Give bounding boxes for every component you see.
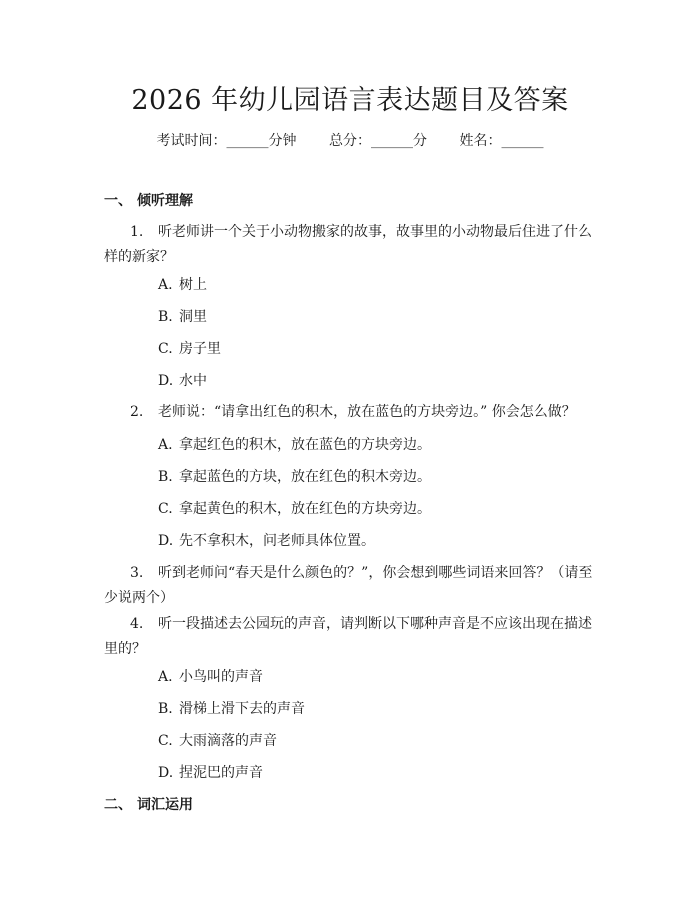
answer-option: [158, 307, 207, 327]
question-text: 听一段描述去公园玩的声音，请判断以下哪种声音是不应该出现在描述里的？: [104, 616, 592, 657]
exam-time: 考试时间：______分钟: [156, 133, 297, 149]
option-letter: B.: [158, 309, 173, 325]
student-name: 姓名：______: [459, 133, 544, 149]
question-number: 4.: [130, 616, 144, 632]
page-title: 2026 年幼儿园语言表达题目及答案: [131, 85, 569, 116]
answer-option: [158, 667, 263, 687]
section-title: 词汇运用: [137, 797, 193, 813]
option-letter: A.: [158, 277, 173, 293]
question-text: 听到老师问“春天是什么颜色的？”，你会想到哪些词语来回答？（请至少说两个）: [104, 565, 593, 606]
section-heading: [104, 191, 193, 211]
option-text: 水中: [179, 373, 207, 389]
section-heading: [104, 795, 193, 815]
option-letter: C.: [158, 733, 173, 749]
option-letter: B.: [158, 469, 173, 485]
option-letter: D.: [158, 533, 174, 549]
answer-option: [158, 699, 305, 719]
answer-option: [158, 499, 431, 519]
question-text: 听老师讲一个关于小动物搬家的故事，故事里的小动物最后住进了什么样的新家？: [104, 224, 592, 265]
answer-option: [158, 467, 431, 487]
option-text: 拿起红色的积木，放在蓝色的方块旁边。: [179, 437, 431, 453]
option-letter: B.: [158, 701, 173, 717]
question: [104, 220, 596, 270]
answer-option: [158, 339, 221, 359]
option-text: 房子里: [179, 341, 221, 357]
option-letter: D.: [158, 373, 174, 389]
question-number: 2.: [130, 404, 144, 420]
answer-option: [158, 763, 263, 783]
answer-option: [158, 435, 431, 455]
option-text: 树上: [179, 277, 207, 293]
answer-option: [158, 371, 207, 391]
section-number: 一、: [104, 193, 132, 209]
option-letter: C.: [158, 501, 173, 517]
option-text: 拿起黄色的积木，放在红色的方块旁边。: [179, 501, 431, 517]
option-text: 捏泥巴的声音: [179, 765, 263, 781]
option-text: 先不拿积木，问老师具体位置。: [179, 533, 375, 549]
option-text: 洞里: [179, 309, 207, 325]
option-letter: A.: [158, 437, 173, 453]
question: [104, 561, 596, 611]
question: [104, 400, 596, 425]
question: [104, 612, 596, 662]
option-text: 小鸟叫的声音: [179, 669, 263, 685]
option-text: 滑梯上滑下去的声音: [179, 701, 305, 717]
section-number: 二、: [104, 797, 132, 813]
option-text: 大雨滴落的声音: [179, 733, 277, 749]
section-title: 倾听理解: [137, 193, 193, 209]
exam-meta: [0, 131, 700, 151]
option-letter: C.: [158, 341, 173, 357]
exam-score: 总分：______分: [329, 133, 427, 149]
answer-option: [158, 731, 277, 751]
option-letter: A.: [158, 669, 173, 685]
question-number: 3.: [130, 565, 144, 581]
question-number: 1.: [130, 224, 144, 240]
option-letter: D.: [158, 765, 174, 781]
answer-option: [158, 275, 207, 295]
answer-option: [158, 531, 375, 551]
option-text: 拿起蓝色的方块，放在红色的积木旁边。: [179, 469, 431, 485]
question-text: 老师说：“请拿出红色的积木，放在蓝色的方块旁边。” 你会怎么做？: [158, 404, 576, 420]
